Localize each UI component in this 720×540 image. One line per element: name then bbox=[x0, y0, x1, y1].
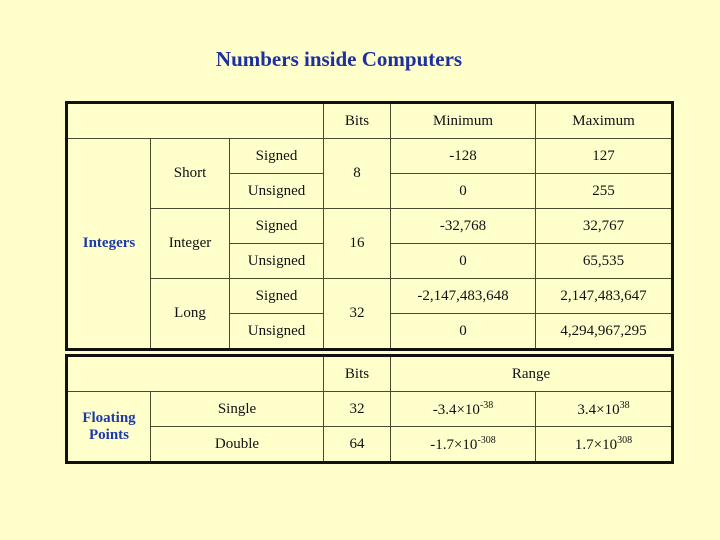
header-minimum: Minimum bbox=[391, 103, 536, 139]
exponent: 308 bbox=[617, 434, 633, 446]
bits-cell: 64 bbox=[324, 427, 391, 463]
min-cell: 0 bbox=[391, 174, 536, 209]
max-cell: 65,535 bbox=[536, 244, 673, 279]
group-name: Integer bbox=[151, 209, 230, 279]
max-cell: 32,767 bbox=[536, 209, 673, 244]
floating-points-table bbox=[65, 354, 674, 464]
header-bits: Bits bbox=[324, 356, 391, 392]
max-cell bbox=[536, 427, 673, 463]
type-cell: Single bbox=[151, 392, 324, 427]
type-cell: Signed bbox=[230, 279, 324, 314]
min-cell: -128 bbox=[391, 139, 536, 174]
header-bits: Bits bbox=[324, 103, 391, 139]
table-row bbox=[67, 279, 673, 314]
min-cell: 0 bbox=[391, 244, 536, 279]
base: -1.7×10 bbox=[430, 436, 478, 453]
empty-header-cell bbox=[67, 356, 324, 392]
header-maximum: Maximum bbox=[536, 103, 673, 139]
category-line: Points bbox=[88, 426, 129, 443]
header-row bbox=[67, 103, 673, 139]
group-name: Long bbox=[151, 279, 230, 350]
bits-cell: 16 bbox=[324, 209, 391, 279]
min-cell bbox=[391, 427, 536, 463]
exponent: 38 bbox=[619, 399, 630, 411]
type-cell: Double bbox=[151, 427, 324, 463]
category-line: Floating bbox=[82, 409, 136, 426]
max-cell: 127 bbox=[536, 139, 673, 174]
min-cell: -2,147,483,648 bbox=[391, 279, 536, 314]
group-name: Short bbox=[151, 139, 230, 209]
base: 3.4×10 bbox=[577, 401, 620, 418]
min-cell: -32,768 bbox=[391, 209, 536, 244]
type-cell: Unsigned bbox=[230, 174, 324, 209]
max-cell bbox=[536, 392, 673, 427]
type-cell: Unsigned bbox=[230, 244, 324, 279]
max-cell: 255 bbox=[536, 174, 673, 209]
page-title: Numbers inside Computers bbox=[215, 47, 463, 71]
table-row bbox=[67, 427, 673, 463]
bits-cell: 32 bbox=[324, 392, 391, 427]
bits-cell: 32 bbox=[324, 279, 391, 350]
table-row bbox=[67, 392, 673, 427]
max-cell: 4,294,967,295 bbox=[536, 314, 673, 350]
min-cell bbox=[391, 392, 536, 427]
min-cell: 0 bbox=[391, 314, 536, 350]
integers-table bbox=[65, 101, 674, 351]
exponent: -308 bbox=[477, 434, 496, 446]
bits-cell: 8 bbox=[324, 139, 391, 209]
type-cell: Signed bbox=[230, 139, 324, 174]
category-integers: Integers bbox=[67, 139, 151, 350]
header-range: Range bbox=[391, 356, 673, 392]
empty-header-cell bbox=[67, 103, 324, 139]
type-cell: Signed bbox=[230, 209, 324, 244]
table-row bbox=[67, 139, 673, 174]
base: 1.7×10 bbox=[574, 436, 618, 453]
header-row bbox=[67, 356, 673, 392]
type-cell: Unsigned bbox=[230, 314, 324, 350]
max-cell: 2,147,483,647 bbox=[536, 279, 673, 314]
table-row bbox=[67, 209, 673, 244]
category-floating-points bbox=[67, 392, 151, 463]
exponent: -38 bbox=[479, 399, 494, 411]
base: -3.4×10 bbox=[432, 401, 480, 418]
